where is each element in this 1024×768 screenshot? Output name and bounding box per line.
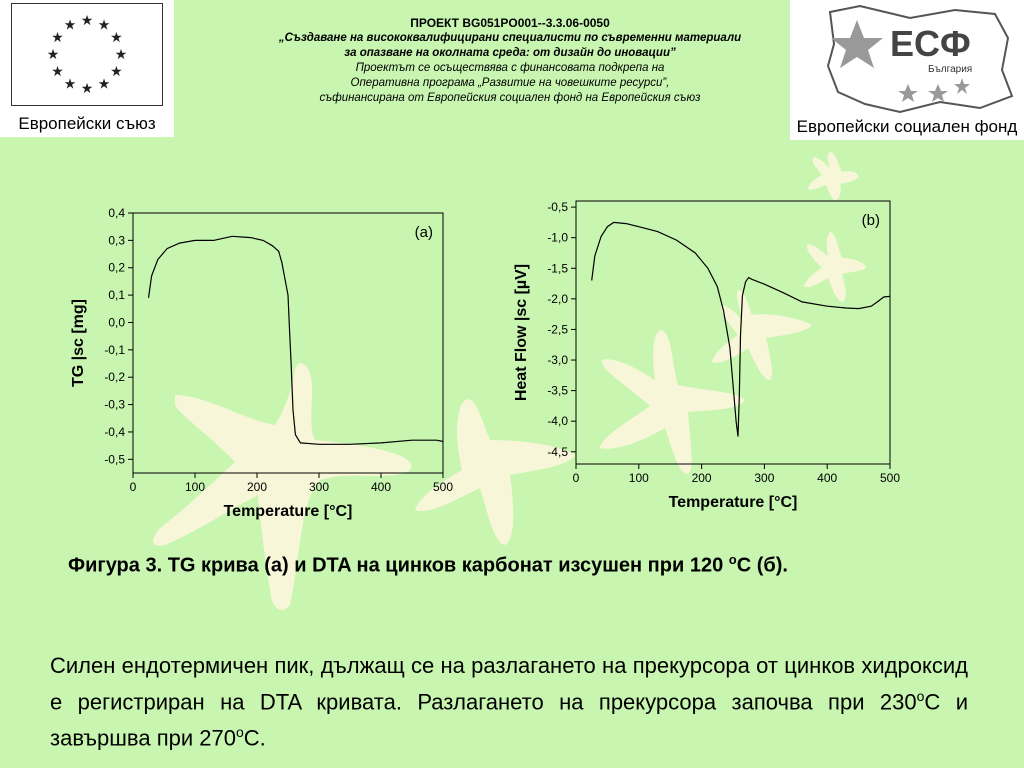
tg-chart-y-tick-label: 0,0	[108, 315, 125, 330]
eu-star-icon: ★	[63, 16, 77, 33]
body-text-1: Силен ендотермичен пик, дължащ се на разлагането на прекурсора от цинков хидроксид е регистриран на DTA кривата. Разлагането на прекурсора започва при 230	[50, 653, 968, 715]
dta-chart-x-tick-label: 0	[572, 471, 580, 485]
tg-chart-x-tick-label: 200	[246, 480, 268, 494]
dta-chart-y-tick-label: -4,0	[547, 414, 568, 429]
eu-star-icon: ★	[97, 16, 111, 33]
funding-line1: Проектът се осъществява с финансовата подкрепа на	[355, 62, 665, 74]
dta-chart-y-tick-label: -1,0	[547, 230, 568, 245]
tg-chart-y-axis-label: TG |sc [mg]	[70, 298, 87, 388]
dta-chart-x-tick-label: 100	[628, 471, 649, 485]
tg-chart-panel-label: (a)	[414, 224, 433, 241]
dta-chart-y-tick-label: -2,0	[547, 291, 568, 306]
dta-chart-plot-frame	[576, 201, 890, 464]
tg-chart-y-tick-label: 0,4	[108, 206, 125, 220]
tg-chart-x-tick-label: 0	[129, 480, 137, 494]
project-code: ПРОЕКТ BG051PO001--3.3.06-0050	[410, 16, 610, 30]
tg-chart-y-tick-label: -0,2	[104, 370, 125, 385]
tg-chart-y-tick-label: 0,1	[108, 288, 125, 303]
eu-star-icon: ★	[46, 46, 60, 62]
eu-star-icon: ★	[114, 46, 128, 62]
dta-chart-y-tick-label: -3,0	[547, 353, 568, 368]
tg-chart-x-tick-label: 300	[308, 480, 330, 494]
figure-caption-text: Фигура 3. TG крива (а) и DTA на цинков карбонат изсушен при 120	[68, 554, 729, 577]
dta-chart-x-tick-label: 300	[754, 471, 775, 485]
tg-chart-y-tick-label: -0,5	[104, 452, 125, 467]
tg-chart-y-tick-label: -0,3	[104, 397, 125, 412]
dta-chart-y-tick-label: -4,5	[547, 444, 568, 459]
tg-chart-x-tick-label: 500	[432, 480, 454, 494]
dta-chart-y-tick-label: -2,5	[547, 322, 568, 337]
body-paragraph	[50, 650, 968, 754]
funding-line2: Оперативна програма „Развитие на човешките ресурси”,	[350, 77, 670, 89]
dta-chart-y-tick-label: -0,5	[547, 200, 568, 215]
eu-star-icon: ★	[51, 63, 64, 79]
tg-chart-x-axis-label: Temperature [°C]	[223, 503, 353, 520]
dta-chart-x-tick-label: 400	[817, 471, 838, 485]
eu-star-icon: ★	[110, 63, 123, 79]
funding-line3: съфинансирана от Европейския социален фонд на Европейския съюз	[319, 92, 701, 104]
project-title-line1: „Създаване на висококвалифицирани специалисти по съвременни материали	[278, 32, 742, 44]
esf-logo-caption: Европейски социален фонд	[796, 117, 1018, 136]
tg-chart-y-tick-label: 0,2	[108, 260, 125, 275]
dta-chart-x-tick-label: 200	[691, 471, 712, 485]
body-text-2: C и завършва при 270	[50, 689, 968, 751]
eu-star-icon: ★	[51, 29, 64, 45]
esf-country: България	[928, 64, 973, 75]
eu-star-icon: ★	[97, 75, 111, 92]
eu-star-icon: ★	[63, 75, 77, 92]
tg-chart-x-tick-label: 400	[370, 480, 392, 494]
eu-star-icon: ★	[80, 12, 94, 28]
figure-caption-sup: o	[728, 552, 737, 567]
eu-star-icon: ★	[110, 29, 123, 45]
dta-chart-x-axis-label: Temperature [°C]	[668, 494, 798, 511]
body-sup-2: o	[235, 724, 244, 741]
eu-logo-caption: Европейски съюз	[18, 114, 156, 133]
dta-chart-y-tick-label: -1,5	[547, 261, 568, 276]
dta-chart-x-tick-label: 500	[879, 471, 901, 485]
eu-star-icon: ★	[80, 80, 94, 96]
tg-chart-y-tick-label: 0,3	[108, 233, 125, 248]
tg-chart-y-tick-label: -0,4	[104, 424, 125, 439]
dta-chart-series-line	[592, 222, 890, 436]
body-sup-1: o	[916, 688, 925, 704]
project-title-line2: за опазване на околната среда: от дизайн до иновации”	[344, 47, 676, 59]
tg-chart-y-tick-label: -0,1	[104, 342, 125, 357]
figure-caption	[68, 546, 968, 580]
body-text-3: C.	[243, 725, 266, 751]
dta-chart-panel-label: (b)	[861, 212, 880, 229]
dta-chart-y-axis-label: Heat Flow |sc [µV]	[513, 263, 530, 402]
tg-chart-x-tick-label: 100	[184, 480, 206, 494]
esf-mark: ЕСФ	[890, 23, 971, 64]
dta-chart-y-tick-label: -3,5	[547, 383, 568, 398]
figure-caption-end: C (б).	[736, 554, 788, 577]
